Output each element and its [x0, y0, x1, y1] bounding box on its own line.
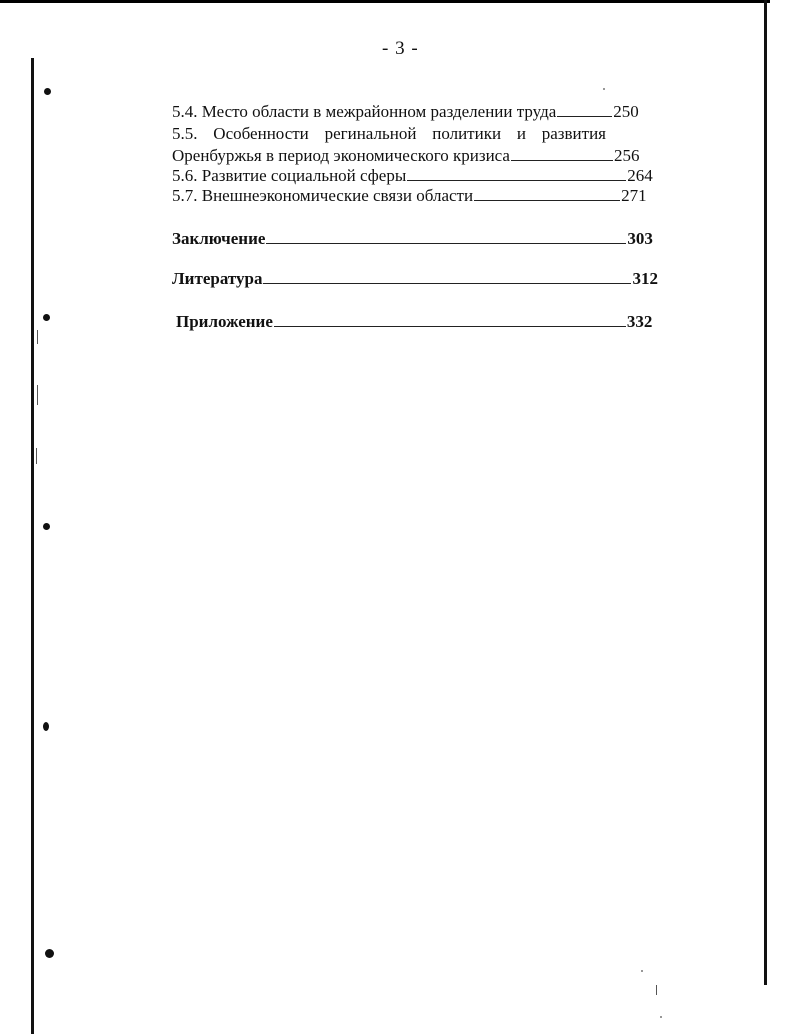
toc-item-conclusion	[172, 229, 653, 249]
toc-item-page: 303	[627, 229, 653, 248]
leader-line	[557, 115, 612, 117]
toc-item-appendix	[176, 312, 652, 332]
toc-item-5-5	[172, 146, 639, 166]
toc-item-label: Литература	[172, 269, 263, 288]
page-number: - 3 -	[382, 38, 419, 59]
toc-item-5-6	[172, 166, 653, 186]
scan-speck	[603, 88, 605, 90]
scan-artifact	[37, 385, 38, 405]
binder-mark	[45, 949, 54, 958]
leader-line	[266, 242, 626, 244]
toc-item-literature	[172, 269, 658, 289]
scan-speck	[660, 1016, 662, 1018]
leader-line	[407, 179, 626, 181]
toc-item-5-5-line1: 5.5. Особенности регинальной политики и развития	[172, 124, 606, 143]
toc-item-label: Заключение	[172, 229, 266, 248]
binder-mark	[44, 88, 51, 95]
toc-item-page: 271	[621, 186, 647, 205]
scan-artifact	[37, 330, 38, 344]
binder-mark	[43, 722, 49, 731]
binder-mark	[43, 314, 50, 321]
toc-item-5-4	[172, 102, 639, 122]
toc-item-label: 5.7. Внешнеэкономические связи области	[172, 186, 474, 205]
scan-artifact	[36, 448, 37, 464]
scan-artifact	[656, 985, 657, 995]
toc-item-label: 5.4. Место области в межрайонном разделении труда	[172, 102, 557, 121]
leader-line	[511, 159, 613, 161]
leader-line	[474, 199, 620, 201]
toc-item-5-7	[172, 186, 647, 206]
toc-item-label: Приложение	[176, 312, 273, 331]
toc-item-page: 256	[613, 146, 640, 165]
toc-item-page: 332	[626, 312, 653, 331]
leader-line	[263, 282, 631, 284]
toc-item-page: 312	[632, 269, 658, 288]
toc-item-label: Оренбуржья в период экономического кризиса	[172, 146, 510, 165]
toc-item-page: 250	[613, 102, 639, 121]
toc-item-label: 5.6. Развитие социальной сферы	[172, 166, 407, 185]
scan-speck	[641, 970, 643, 972]
leader-line	[274, 325, 626, 327]
binder-mark	[43, 523, 50, 530]
toc-item-page: 264	[627, 166, 653, 185]
